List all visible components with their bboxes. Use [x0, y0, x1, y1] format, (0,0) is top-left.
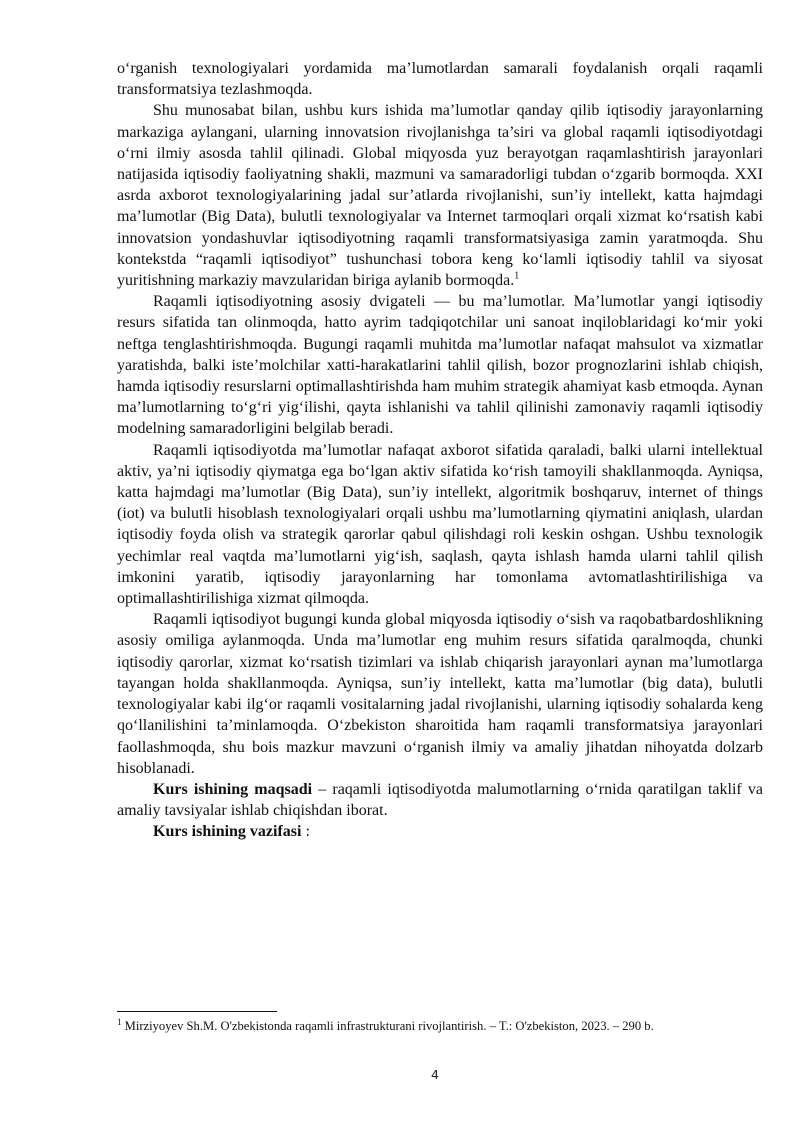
footnote-text: Mirziyoyev Sh.M. O'zbekistonda raqamli infrastrukturani rivojlantirish. – T.: O'zbekiston, 2023. – 290 b.: [121, 1019, 654, 1033]
page-number: 4: [431, 1067, 439, 1082]
footnote-separator: [117, 1011, 277, 1012]
paragraph-3: Raqamli iqtisodiyotda ma’lumotlar nafaqat axborot sifatida qaraladi, balki ularni intellektual aktiv, ya’ni iqtisodiy qiymatga ega bo‘lgan aktiv sifatida ko‘rish tamoyili shakllanmoqda. Ayniqsa, katta hajmdagi ma’lumotlar (Big Data), sun’iy intellekt, algoritmik boshqaruv, internet of things (iot) va bulutli hisoblash texnologiyalari orqali ushbu ma’lumotlarning qiymatini aniqlash, ulardan iqtisodiy foyda olish va strategik qarorlar qabul qilishdagi roli keskin oshgan. Ushbu texnologik yechimlar real vaqtda ma’lumotlarni yig‘ish, saqlash, qayta ishlash hamda ularni tahlil qilish imkonini yaratib, iqtisodiy jarayonlarning har tomonlama avtomatlashtirilishiga va optimallashtirilishiga xizmat qilmoqda.: [117, 441, 763, 608]
paragraph-2: Raqamli iqtisodiyotning asosiy dvigateli — bu ma’lumotlar. Ma’lumotlar yangi iqtisodiy resurs sifatida tan olinmoqda, hatto ayrim tadqiqotchilar uni sanoat inqiloblaridagi ko‘mir yoki neftga tenglashtirishmoqda. Bugungi raqamli muhitda ma’lumotlar nafaqat mahsulot va xizmatlar yaratishda, balki iste’molchilar xatti-harakatlarini tahlil qilish, bozor prognozlarini ishlab chiqish, hamda iqtisodiy resurslarni optimallashtirishda ham muhim strategik ahamiyat kasb etmoqda. Aynan ma’lumotlarning to‘g‘ri yig‘ilishi, qayta ishlanishi va tahlil qilinishi zamonaviy raqamli iqtisodiy modelning samaradorligini belgilab beradi.: [117, 293, 763, 438]
paragraph-4: Raqamli iqtisodiyot bugungi kunda global miqyosda iqtisodiy o‘sish va raqobatbardoshlikning asosiy omiliga aylanmoqda. Unda ma’lumotlar eng muhim resurs sifatida qaralmoqda, chunki iqtisodiy qarorlar, xizmat ko‘rsatish tizimlari va ishlab chiqarish jarayonlari aynan ma’lumotlarga tayangan holda shakllanmoqda. Ayniqsa, sun’iy intellekt, katta ma’lumotlar (big data), bulutli texnologiyalar kabi ilg‘or raqamli vositalarning jadal rivojlanishi, ularning iqtisodiy sohalarda keng qo‘llanilishini ta’minlamoqda. O‘zbekiston sharoitida ham raqamli transformatsiya jarayonlari faollashmoqda, shu bois mazkur mavzuni o‘rganish ilmiy va amaliy jihatdan nihoyatda dolzarb hisoblanadi.: [117, 611, 763, 777]
paragraph-1-text: Shu munosabat bilan, ushbu kurs ishida ma’lumotlar qanday qilib iqtisodiy jarayonlarning markaziga aylangani, ularning innovatsion rivojlanishga ta’siri va global raqamli iqtisodiyotdagi o‘rni ilmiy asosda tahlil qilinadi. Global miqyosda yuz berayotgan raqamlashtirish jarayonlari natijasida iqtisodiy faoliyatning shakli, mazmuni va samaradorligi tubdan o‘zgarib bormoqda. XXI asrda axborot texnologiyalarining jadal sur’atlarda rivojlanishi, sun’iy intellekt, katta hajmdagi ma’lumotlar (Big Data), bulutli texnologiyalar va Internet tarmoqlari orqali xizmat ko‘rsatish kabi innovatsion yondashuvlar iqtisodiyotning raqamli transformatsiyasiga zamin yaratmoqda. Shu kontekstda “raqamli iqtisodiyot” tushunchasi tobora keng ko‘lamli iqtisodiy tahlil va siyosat yuritishning markaziy mavzularidan biriga aylanib bormoqda.: [117, 102, 763, 290]
paragraph-continuation: o‘rganish texnologiyalari yordamida ma’lumotlardan samarali foydalanish orqali raqamli transformatsiya tezlashmoqda.: [117, 60, 763, 99]
footnote: [117, 1018, 777, 1034]
tasks-paragraph: [117, 821, 763, 842]
goal-text: – raqamli iqtisodiyotda malumotlarning o‘rnida qaratilgan taklif va amaliy tavsiyalar ishlab chiqishdan iborat.: [117, 780, 763, 820]
tasks-colon: :: [301, 823, 310, 841]
body-text: [117, 58, 763, 843]
goal-heading: Kurs ishining maqsadi: [153, 780, 313, 798]
tasks-heading: Kurs ishining vazifasi: [153, 823, 302, 841]
footnote-mark: 1: [117, 1016, 122, 1027]
paragraph-1: [117, 100, 763, 291]
footnote-reference[interactable]: 1: [514, 270, 520, 282]
goal-paragraph: [117, 779, 763, 821]
